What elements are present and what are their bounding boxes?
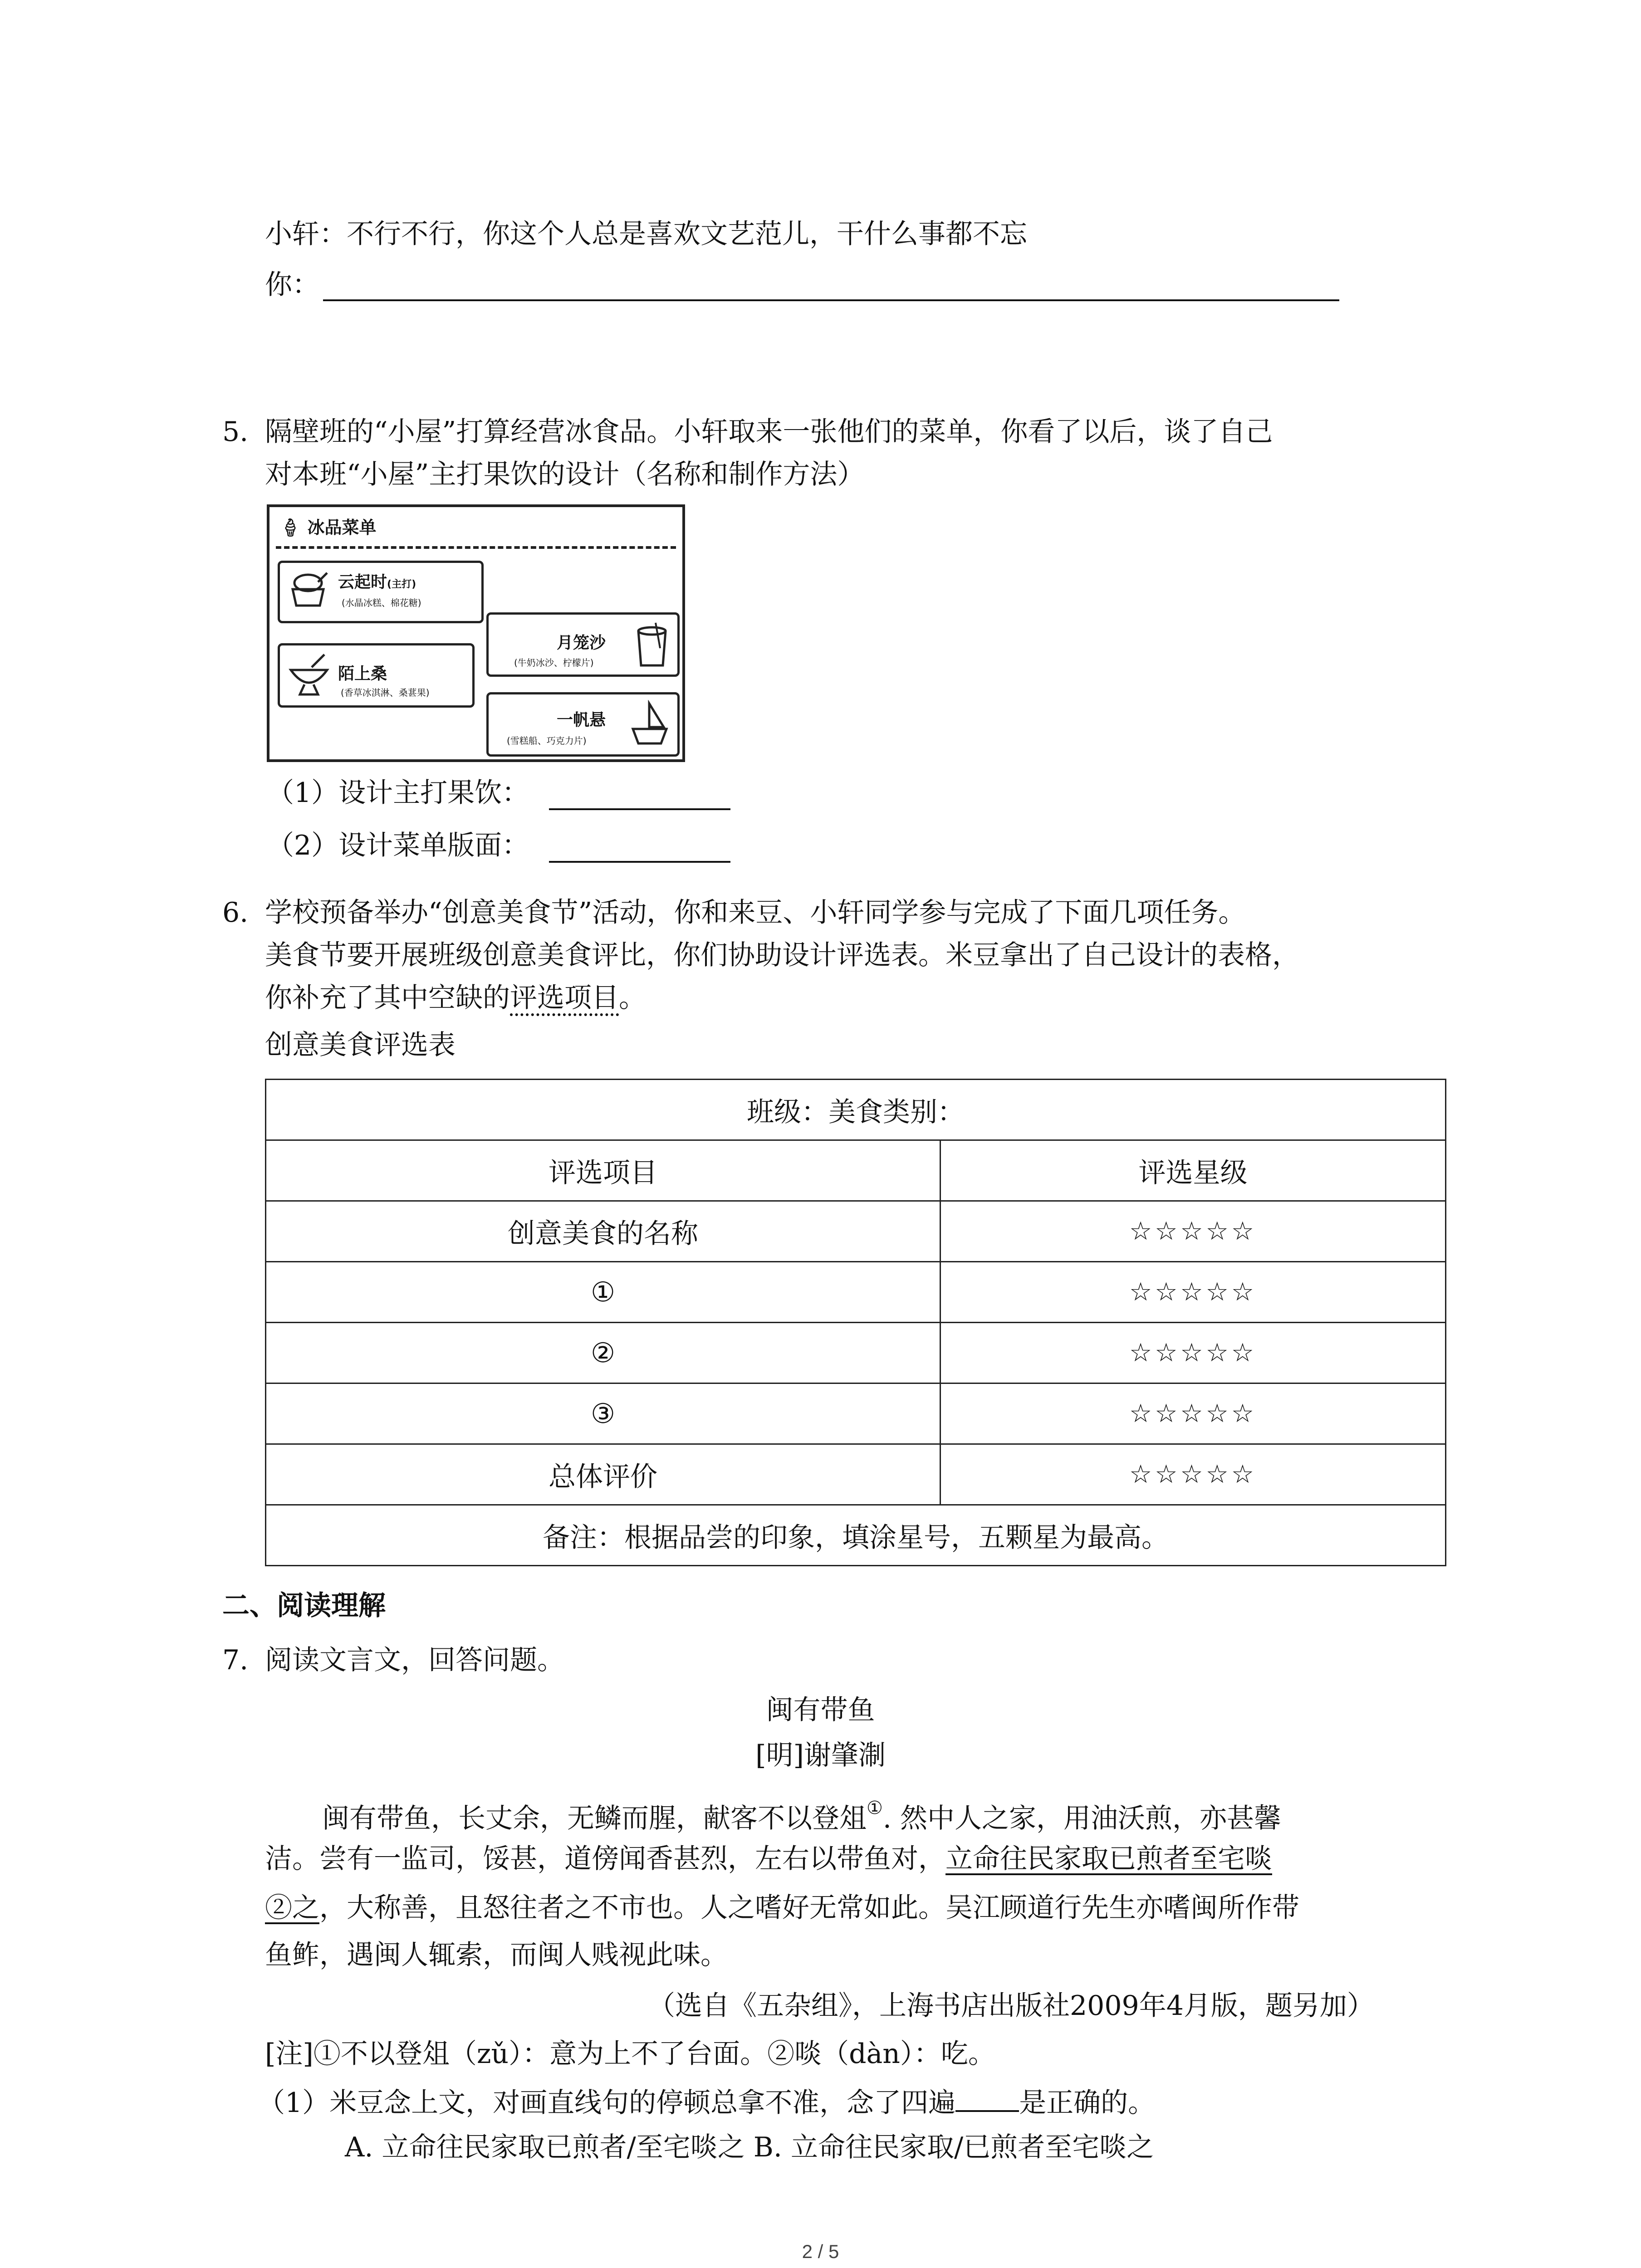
passage-author: [明]谢肇淛 (755, 1740, 886, 1771)
passage-source: （选自《五杂组》，上海书店出版社2009年4月版，题另加） (648, 1990, 1374, 2022)
table-note: 备注：根据品尝的印象，填涂星号，五颗星为最高。 (266, 1505, 1446, 1566)
underlined-sentence-end: ②之 (265, 1892, 319, 1924)
bowl-icon (286, 652, 332, 697)
q5-sub2-label: （2）设计菜单版面： (267, 830, 529, 861)
answer-line-q5-2[interactable] (549, 861, 730, 863)
q6-line1: 学校预备举办“创意美食节”活动，你和来豆、小轩同学参与完成了下面几项任务。 (265, 897, 1246, 929)
row-item-blank-3[interactable]: ③ (266, 1383, 941, 1444)
passage-title: 闽有带鱼 (766, 1694, 875, 1726)
rating-table (265, 1079, 1446, 1566)
q5-sub1-label: （1）设计主打果饮： (267, 777, 529, 809)
section-heading-reading: 二、阅读理解 (222, 1590, 386, 1622)
underlined-sentence: 立命往民家取已煎者至宅啖 (945, 1843, 1272, 1875)
q6-line3: 你补充了其中空缺的评选项目。 (265, 982, 646, 1014)
q7-intro: 阅读文言文，回答问题。 (265, 1644, 564, 1676)
q6-line2: 美食节要开展班级创意美食评比，你们协助设计评选表。米豆拿出了自己设计的表格， (265, 939, 1299, 971)
ice-cream-icon: 🍦︎ (279, 518, 302, 538)
q6-number: 6. (222, 897, 249, 929)
passage-line-3: ②之，大称善，且怒往者之不市也。人之嗜好无常如此。吴江顾道行先生亦嗜闽所作带 (265, 1892, 1299, 1924)
ice-menu-image (267, 504, 685, 762)
page-number: 2 / 5 (802, 2241, 839, 2262)
table-row (266, 1444, 1446, 1505)
table-row (266, 1262, 1446, 1323)
menu-card-1: 云起时(主打) (水晶冰糕、棉花糖) (278, 561, 484, 623)
star-rating[interactable]: ☆☆☆☆☆ (941, 1383, 1446, 1444)
q7-number: 7. (222, 1644, 249, 1676)
row-item-blank-1[interactable]: ① (266, 1262, 941, 1323)
cup-icon (286, 569, 330, 610)
passage-notes: [注]①不以登俎（zǔ）：意为上不了台面。②啖（dàn）：吃。 (265, 2038, 995, 2070)
q7-options: A. 立命往民家取已煎者/至宅啖之 B. 立命往民家取/已煎者至宅啖之 (345, 2131, 1154, 2163)
star-rating[interactable]: ☆☆☆☆☆ (941, 1201, 1446, 1262)
q5-number: 5. (222, 416, 249, 448)
glass-icon (634, 621, 670, 668)
answer-line-you[interactable] (323, 299, 1339, 301)
table-note-row (266, 1505, 1446, 1566)
emphasized-term: 评选项目 (510, 982, 619, 1014)
column-header-stars: 评选星级 (941, 1140, 1446, 1201)
star-rating[interactable]: ☆☆☆☆☆ (941, 1262, 1446, 1323)
table-row (266, 1383, 1446, 1444)
row-item-blank-2[interactable]: ② (266, 1323, 941, 1383)
table-column-row (266, 1140, 1446, 1201)
column-header-item: 评选项目 (266, 1140, 941, 1201)
passage-line-2: 洁。尝有一监司，馁甚，道傍闻香甚烈，左右以带鱼对，立命往民家取已煎者至宅啖 (265, 1843, 1272, 1875)
star-rating[interactable]: ☆☆☆☆☆ (941, 1323, 1446, 1383)
q5-line1: 隔壁班的“小屋”打算经营冰食品。小轩取来一张他们的菜单，你看了以后，谈了自己 (265, 416, 1273, 448)
menu-dashed-divider (276, 546, 676, 549)
boat-icon (629, 700, 670, 747)
answer-line-q5-1[interactable] (549, 808, 730, 810)
menu-card-2: 月笼沙 (牛奶冰沙、柠檬片) (486, 612, 680, 677)
passage-line-4: 鱼鲊，遇闽人辄索，而闽人贱视此味。 (265, 1939, 728, 1971)
dialogue-xiaoxuan: 小轩：不行不行，你这个人总是喜欢文艺范儿，干什么事都不忘 (265, 218, 1027, 250)
row-item: 创意美食的名称 (266, 1201, 941, 1262)
dialogue-you-label: 你： (265, 269, 319, 301)
menu-card-4: 一帆悬 (雪糕船、巧克力片) (486, 692, 680, 757)
passage-line-1: 闽有带鱼，长丈余，无鳞而腥，献客不以登俎①. 然中人之家，用油沃煎，亦甚馨 (322, 1798, 1282, 1834)
q5-line2: 对本班“小屋”主打果饮的设计（名称和制作方法） (265, 459, 865, 490)
answer-blank-q7-1[interactable] (955, 2083, 1019, 2112)
menu-card-3: 陌上桑 (香草冰淇淋、桑葚果) (278, 643, 475, 708)
row-item: 总体评价 (266, 1444, 941, 1505)
table-row (266, 1323, 1446, 1383)
table-header-class: 班级：美食类别： (266, 1080, 1446, 1140)
table-header-row (266, 1080, 1446, 1140)
q7-sub1: （1）米豆念上文，对画直线句的停顿总拿不准，念了四遍 是正确的。 (258, 2083, 1155, 2121)
star-rating[interactable]: ☆☆☆☆☆ (941, 1444, 1446, 1505)
q6-table-caption: 创意美食评选表 (265, 1029, 456, 1061)
menu-title: 🍦︎ 冰品菜单 (279, 518, 377, 538)
table-row (266, 1201, 1446, 1262)
